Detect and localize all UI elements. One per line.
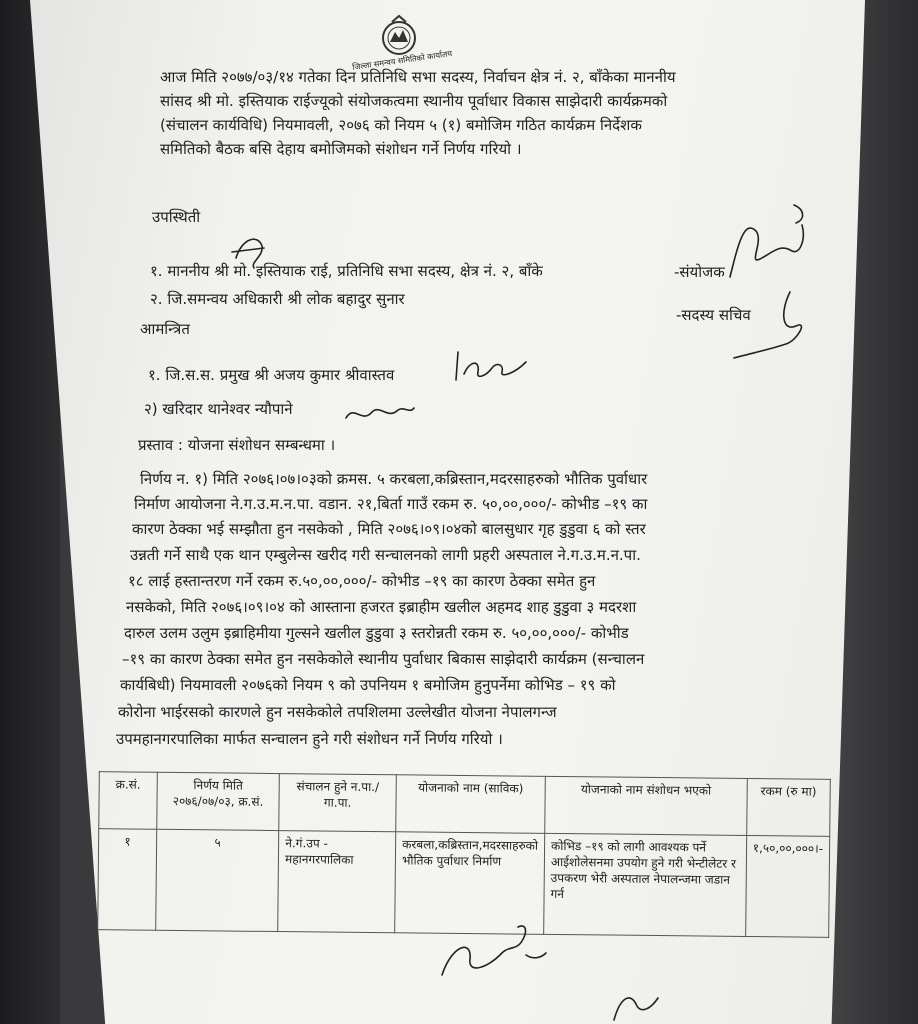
signature-mark	[720, 195, 815, 285]
column-header: संचालन हुने न.पा./ गा.पा.	[279, 774, 397, 832]
decision-line: निर्माण आयोजना ने.ग.उ.म.न.पा. वडान. २१,बिर्ता गाउँ रकम रु. ५०,००,०००/- कोभीड –१९ का	[134, 495, 648, 513]
decision-line: नसकेको, मिति २०७६।०९।०४ को आस्ताना हजरत इब्राहीम खलील अहमद शाह डुडुवा ३ मदरशा	[126, 598, 637, 616]
decision-line: –१९ का कारण ठेक्का समेत हुन नसकेकोले स्थानीय पुर्वाधार बिकास साझेदारी कार्यक्रम (सन्चालन	[122, 650, 645, 668]
invited-item: १. जि.स.स. प्रमुख श्री अजय कुमार श्रीवास्तव	[148, 366, 395, 384]
intro-line: आज मिति २०७७/०३/१४ गतेका दिन प्रतिनिधि सभा सदस्य, निर्वाचन क्षेत्र नं. २, बाँकेका माननीय	[160, 68, 676, 86]
decision-line: १८ लाई हस्तान्तरण गर्ने रकम रु.५०,००,०००/- कोभीड –१९ का कारण ठेक्का समेत हुन	[128, 572, 596, 590]
seal-caption: जिल्ला समन्वय समितिको कार्यालय	[351, 49, 453, 72]
column-header: योजनाको नाम (साविक)	[396, 775, 545, 834]
intro-line: समितिको बैठक बसि देहाय बमोजिमको संशोधन गर्ने निर्णय गरियो ।	[160, 140, 522, 158]
signature-mark	[340, 398, 418, 428]
signature-mark	[606, 984, 666, 1024]
decision-line: उपमहानगरपालिका मार्फत सन्चालन हुने गरी संशोधन गर्ने निर्णय गरियो ।	[116, 730, 503, 748]
invited-item: २) खरिदार थानेश्वर न्यौपाने	[144, 400, 293, 418]
decision-line: कोरोना भाईरसको कारणले हुन नसकेकोले तपशिलमा उल्लेखीत योजना नेपालगन्ज	[118, 703, 557, 721]
decision-line: कार्यबिधी) नियमावली २०७६को नियम ९ को उपनियम १ बमोजिम हुनुपर्नेमा कोभिड – १९ को	[120, 676, 616, 694]
table-cell: १,५०,००,०००।-	[745, 835, 829, 937]
signature-mark	[728, 286, 818, 364]
table-cell: कोभिड –१९ को लागी आवश्यक पर्ने आईशोलेसनमा उपयोग हुने गरी भेन्टीलेटर र उपकरण भेरी अस्पताल नेपालन्जमा जडान गर्न	[544, 833, 747, 936]
decision-line: उन्नती गर्ने साथै एक थान एम्बुलेन्स खरीद गरी सन्चालनको लागी प्रहरी अस्पताल ने.ग.उ.म.न.पा.	[130, 546, 641, 564]
table-cell: १	[98, 829, 157, 931]
column-header: योजनाको नाम संशोधन भएको	[545, 776, 747, 835]
attendee-item: १. माननीय श्री मो. इस्तियाक राई, प्रतिनिधि सभा सदस्य, क्षेत्र नं. २, बाँके	[150, 262, 543, 280]
proposal-line: प्रस्ताव : योजना संशोधन सम्बन्धमा ।	[138, 436, 336, 454]
invited-heading: आमन्त्रित	[140, 320, 190, 338]
table-cell: ५	[156, 829, 279, 931]
column-header: रकम (रु मा)	[746, 778, 830, 836]
plan-table	[97, 771, 831, 938]
decision-line: दारुल उलम उलुम इब्राहिमीया गुल्सने खलील डुडुवा ३ स्तरोन्नती रकम रु. ५०,००,०००/- कोभीड	[124, 624, 629, 642]
intro-line: सांसद श्री मो. इस्तियाक राईज्यूको संयोजकत्वमा स्थानीय पूर्वाधार विकास साझेदारी कार्यक्रमको	[160, 92, 668, 110]
signature-mark	[432, 915, 552, 993]
decision-line: निर्णय न. १) मिति २०७६।०७।०३को क्रमस. ५ करबला,कब्रिस्तान,मदरसाहरुको भौतिक पुर्वाधार	[140, 470, 648, 488]
column-header: निर्णय मिति २०७६/०७/०३, क्र.सं.	[157, 772, 280, 830]
table-header-row	[99, 772, 831, 837]
intro-line: (संचालन कार्यविधि) नियमावली, २०७६ को नियम ५ (१) बमोजिम गठित कार्यक्रम निर्देशक	[160, 116, 642, 134]
table-cell: करबला,कब्रिस्तान,मदरसाहरुको भौतिक पुर्वाधार निर्माण	[395, 832, 545, 935]
signature-mark	[228, 228, 274, 272]
attendance-heading: उपस्थिती	[152, 208, 201, 226]
table-cell: ने.गं.उप - महानगरपालिका	[278, 831, 396, 933]
attendee-item: २. जि.समन्वय अधिकारी श्री लोक बहादुर सुनार	[150, 290, 405, 308]
attendee-role: -सदस्य सचिव	[676, 306, 751, 324]
attendee-role: -संयोजक	[674, 263, 725, 281]
signature-mark	[448, 346, 534, 388]
column-header: क्र.सं.	[99, 772, 157, 830]
decision-line: कारण ठेक्का भई सम्झौता हुन नसकेको , मिति २०७६।०९।०४को बालसुधार गृह डुडुवा ६ को स्तर	[132, 520, 646, 538]
